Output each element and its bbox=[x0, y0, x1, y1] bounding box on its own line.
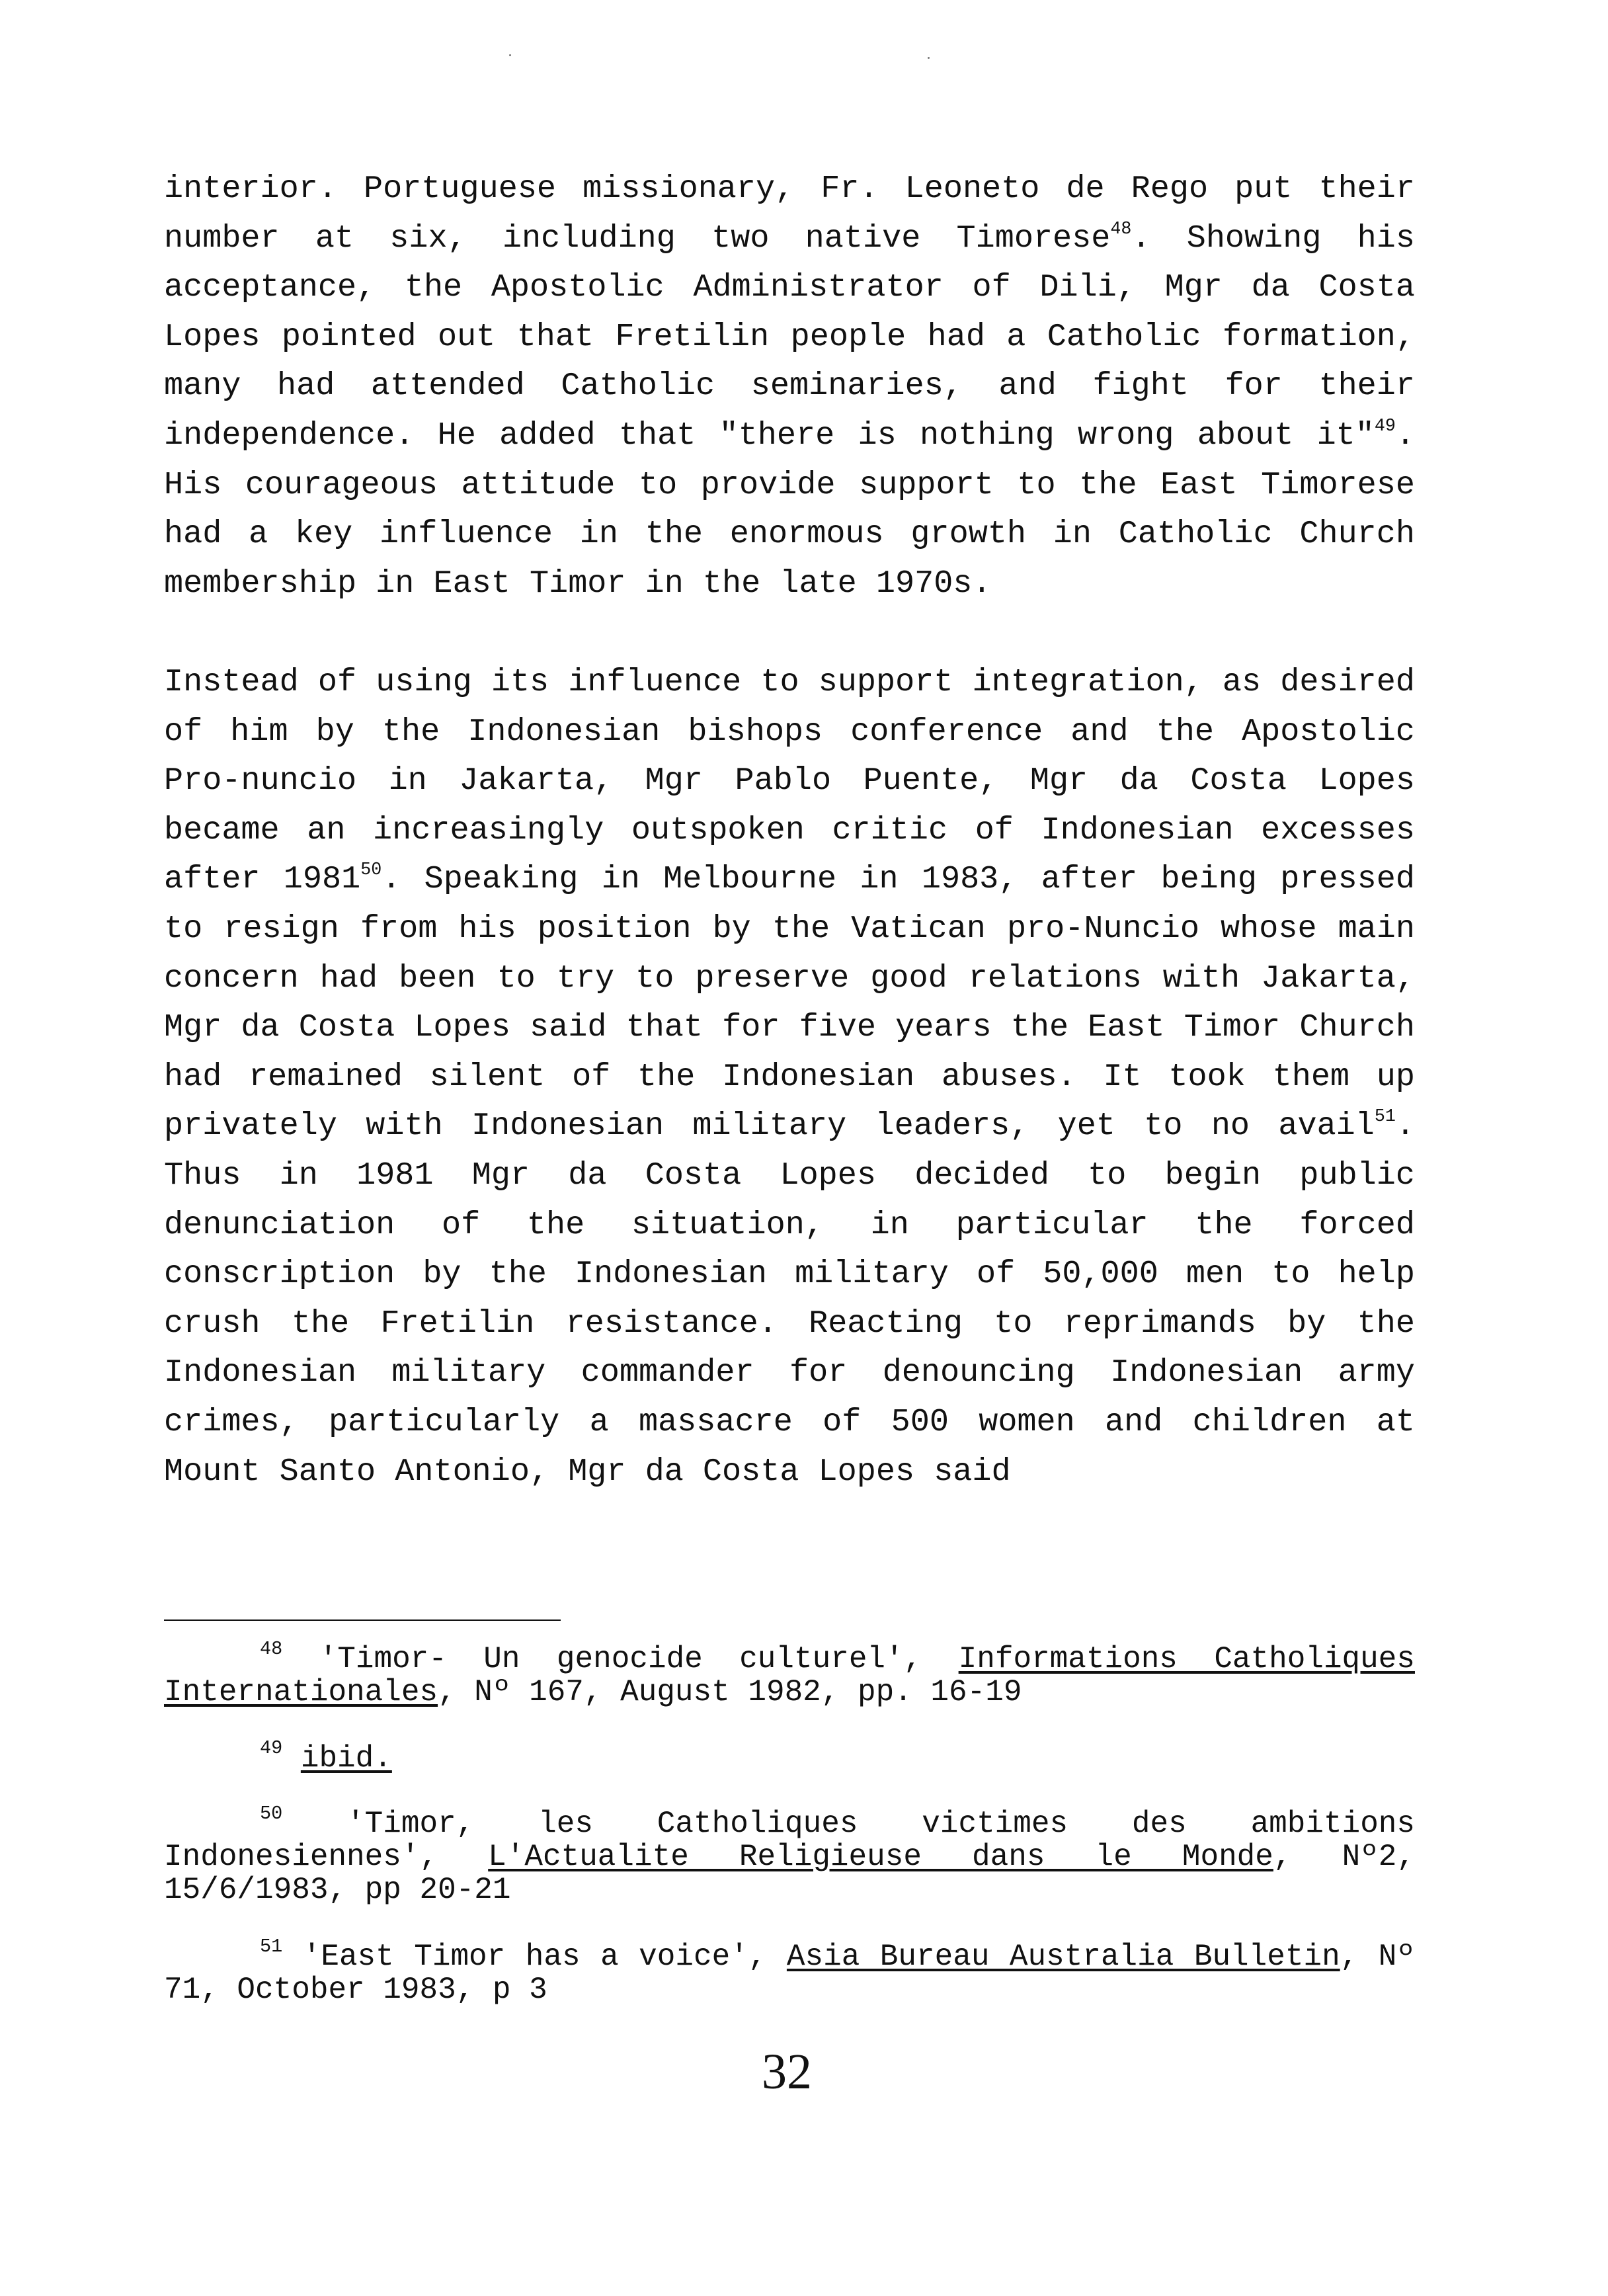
footnote-details: , Nº 71, October 1983, p 3 bbox=[164, 1940, 1416, 2007]
footnote-citation: 'Timor, les Catholiques victimes des ambitions Indonesiennes', bbox=[164, 1807, 1416, 1874]
paragraph-text: . Thus in 1981 Mgr da Costa Lopes decided to begin public denunciation of the situation, in particular the forced conscription by the Indonesian military of 50,000 men to help crush the Fretilin resistance. Reacting to reprimands by the Indonesian military commander for denouncing Indonesian army crimes, particularly a massacre of 500 women and children at Mount Santo Antonio, Mgr da Costa Lopes said bbox=[164, 1108, 1415, 1490]
footnote-49 bbox=[164, 1737, 1415, 1776]
footnote-separator bbox=[164, 1620, 561, 1621]
footnote-number: 48 bbox=[260, 1638, 283, 1660]
footnote-51 bbox=[164, 1936, 1416, 2007]
footnote-source-title: Informations Catholiques Internationales bbox=[164, 1642, 1415, 1709]
scan-speck bbox=[509, 54, 511, 56]
paragraph-text: . His courageous attitude to provide support to the East Timorese had a key influence in the enormous growth in Catholic Church membership in East Timor in the late 1970s. bbox=[164, 417, 1415, 602]
footnote-ref: 49 bbox=[1374, 416, 1396, 436]
footnote-number: 51 bbox=[260, 1936, 283, 1958]
page-number: 32 bbox=[762, 2044, 812, 2100]
footnote-details: , Nº 167, August 1982, pp. 16-19 bbox=[438, 1675, 1022, 1709]
paragraph-text: . Speaking in Melbourne in 1983, after being pressed to resign from his position by the Vatican pro-Nuncio whose main concern had been to try to preserve good relations with Jakarta, Mgr da Costa Lopes said that for five years the East Timor Church had remained silent of the Indonesian abuses. It took them up privately with Indonesian military leaders, yet to no avail bbox=[164, 861, 1415, 1145]
footnote-details: , Nº2, 15/6/1983, pp 20-21 bbox=[164, 1840, 1416, 1907]
paragraph-text: interior. Portuguese missionary, Fr. Leoneto de Rego put their number at six, including two native Timorese bbox=[164, 171, 1415, 257]
footnote-citation: 'Timor- Un genocide culturel', bbox=[319, 1642, 959, 1676]
footnote-number: 49 bbox=[260, 1737, 283, 1760]
footnote-source-title: ibid. bbox=[300, 1741, 392, 1776]
footnote-source-title: L'Actualite Religieuse dans le Monde bbox=[488, 1840, 1273, 1874]
paragraph-text: Instead of using its influence to support integration, as desired of him by the Indonesian bishops conference and the Apostolic Pro-nuncio in Jakarta, Mgr Pablo Puente, Mgr da Costa Lopes became an increasingly outspoken critic of Indonesian excesses after 1981 bbox=[164, 664, 1415, 898]
footnote-48 bbox=[164, 1638, 1415, 1709]
body-paragraph-2 bbox=[164, 658, 1415, 1496]
footnote-source-title: Asia Bureau Australia Bulletin bbox=[786, 1940, 1340, 1974]
paragraph-text: . Showing his acceptance, the Apostolic Administrator of Dili, Mgr da Costa Lopes pointed out that Fretilin people had a Catholic formation, many had attended Catholic seminaries, and fight for their independence. He added that "there is nothing wrong about it" bbox=[164, 220, 1415, 454]
footnote-number: 50 bbox=[260, 1803, 283, 1825]
scan-speck bbox=[928, 57, 930, 59]
body-paragraph-1 bbox=[164, 165, 1415, 608]
footnote-ref: 48 bbox=[1110, 219, 1132, 239]
footnote-ref: 51 bbox=[1374, 1107, 1396, 1128]
footnote-50 bbox=[164, 1803, 1416, 1907]
footnote-citation: 'East Timor has a voice', bbox=[302, 1940, 787, 1974]
footnote-ref: 50 bbox=[360, 860, 382, 881]
